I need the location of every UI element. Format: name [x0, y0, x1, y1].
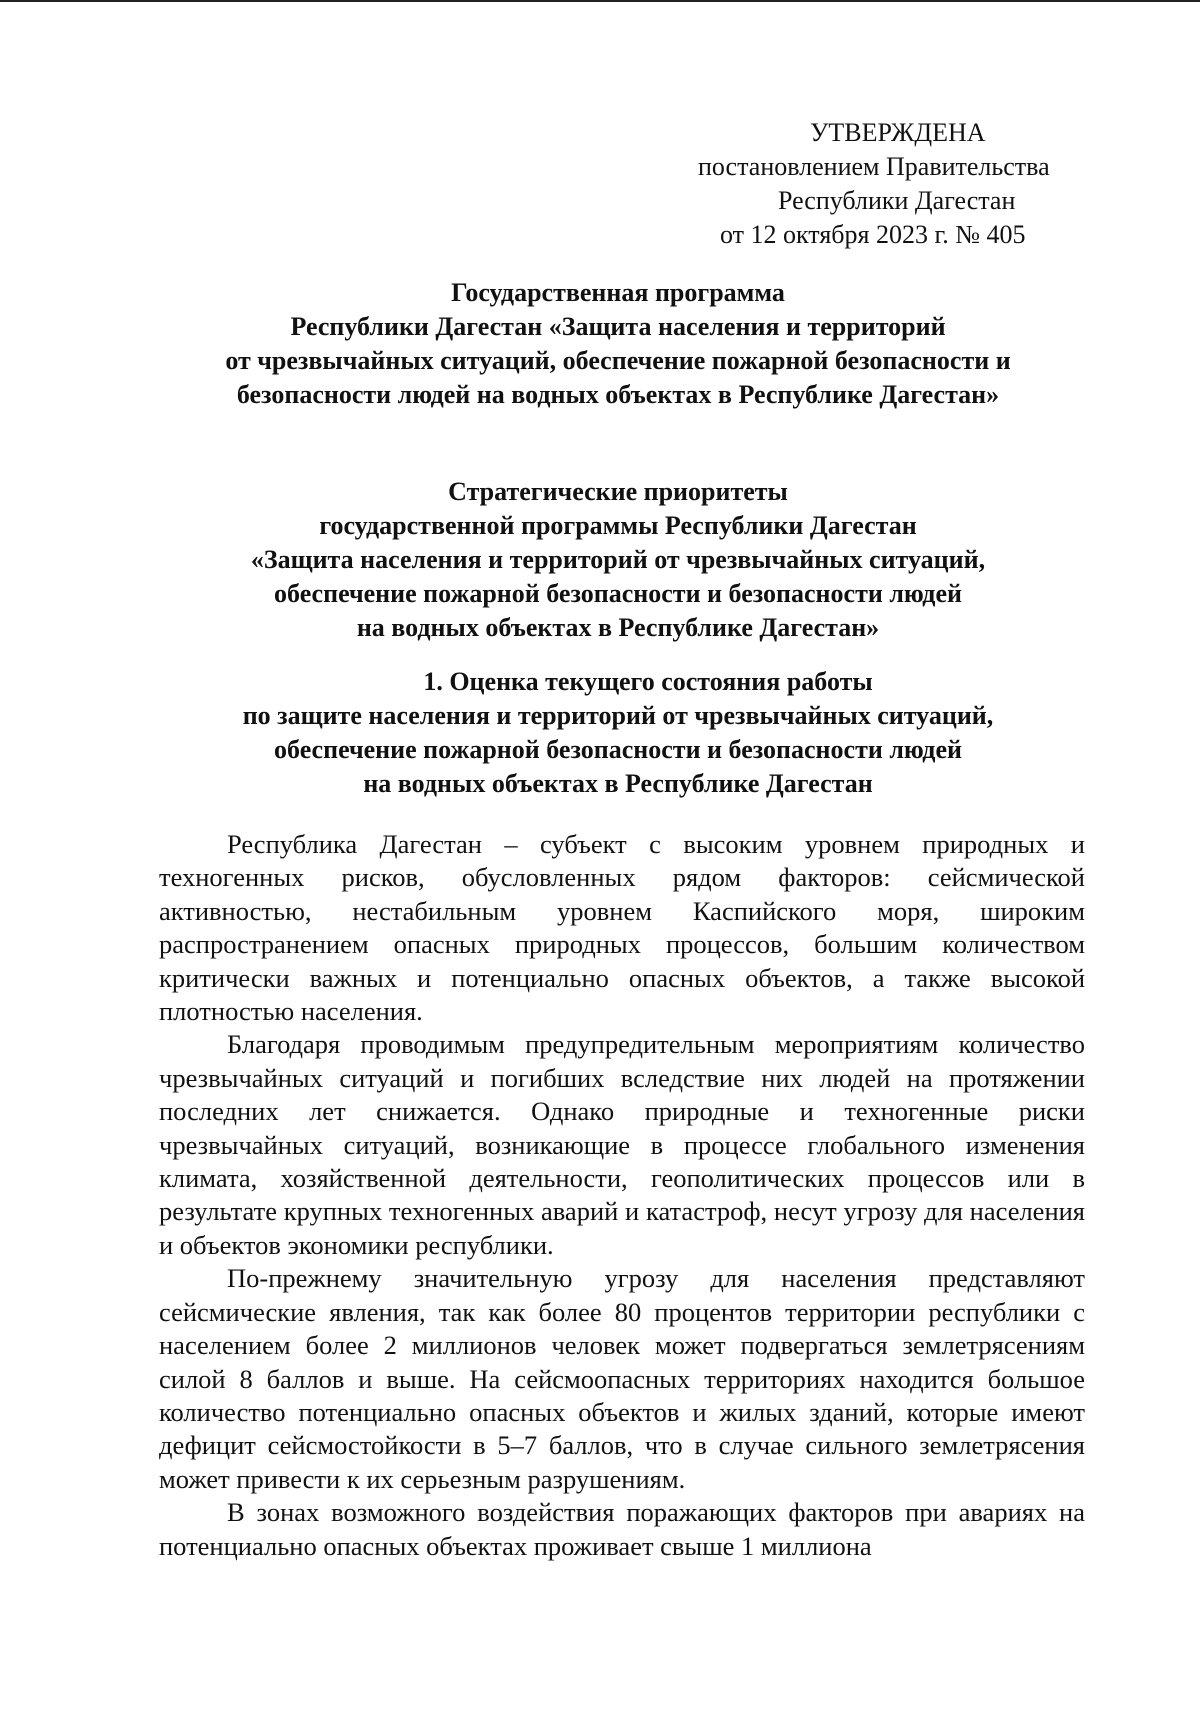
section-title-line: 1. Оценка текущего состояния работы — [423, 667, 873, 696]
priorities-title-line: обеспечение пожарной безопасности и безопасности людей — [274, 579, 962, 608]
priorities-title — [150, 475, 1086, 645]
program-title-line: безопасности людей на водных объектах в Республике Дагестан» — [236, 380, 1000, 409]
approval-heading: УТВЕРЖДЕНА — [810, 118, 986, 147]
priorities-title-line: «Защита населения и территорий от чрезвычайных ситуаций, — [250, 545, 986, 574]
section-title — [150, 665, 1086, 801]
approval-stamp — [620, 116, 1100, 252]
program-title — [150, 276, 1086, 412]
approval-region: Республики Дагестан — [778, 186, 1016, 215]
paragraph: По-прежнему значительную угрозу для населения представляют сейсмические явления, так как более 80 процентов территории республики с населением более 2 миллионов человек может подвергаться землетрясениям силой 8 баллов и выше. На сейсмоопасных территориях находится большое количество потенциально опасных объектов и жилых зданий, которые имеют дефицит сейсмостойкости в 5–7 баллов, что в случае сильного землетрясения может привести к их серьезным разрушениям. — [159, 1263, 1085, 1494]
priorities-title-line: государственной программы Республики Дагестан — [319, 511, 917, 540]
approval-date-number: от 12 октября 2023 г. № 405 — [720, 220, 1026, 249]
program-title-line: Республики Дагестан «Защита населения и территорий — [290, 312, 946, 341]
approval-authority: постановлением Правительства — [698, 152, 1050, 181]
body-text — [159, 828, 1085, 1563]
paragraph: В зонах возможного воздействия поражающих факторов при авариях на потенциально опасных объектах проживает свыше 1 миллиона — [159, 1497, 1085, 1561]
paragraph: Республика Дагестан – субъект с высоким уровнем природных и техногенных рисков, обусловленных рядом факторов: сейсмической активностью, нестабильным уровнем Каспийского моря, широким распространением опасных природных процессов, большим количеством критически важных и потенциально опасных объектов, а также высокой плотностью населения. — [159, 829, 1085, 1027]
program-title-line: от чрезвычайных ситуаций, обеспечение пожарной безопасности и — [225, 346, 1011, 375]
scan-top-edge — [0, 0, 1200, 2]
priorities-title-line: на водных объектах в Республике Дагестан» — [356, 613, 880, 642]
paragraph: Благодаря проводимым предупредительным мероприятиям количество чрезвычайных ситуаций и погибших вследствие них людей на протяжении последних лет снижается. Однако природные и техногенные риски чрезвычайных ситуаций, возникающие в процессе глобального изменения климата, хозяйственной деятельности, геополитических процессов или в результате крупных техногенных аварий и катастроф, несут угрозу для населения и объектов экономики республики. — [159, 1029, 1085, 1260]
section-title-line: на водных объектах в Республике Дагестан — [363, 769, 873, 798]
program-title-line: Государственная программа — [451, 278, 785, 307]
section-title-line: по защите населения и территорий от чрезвычайных ситуаций, — [242, 701, 994, 730]
section-title-line: обеспечение пожарной безопасности и безопасности людей — [274, 735, 962, 764]
priorities-title-line: Стратегические приоритеты — [448, 477, 788, 506]
